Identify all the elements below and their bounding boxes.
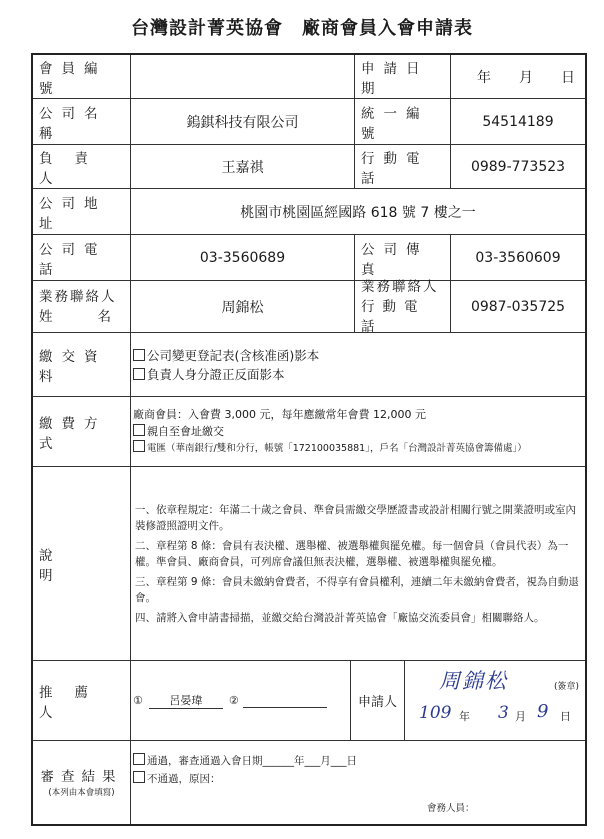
phone-value[interactable]: 03-3560689 xyxy=(131,235,355,281)
note-item: 二、章程第 8 條：會員有表決權、選舉權、被選舉權與罷免權。每一個會員（會員代表）為一權。準會員、廠商會員，可列席會議但無表決權，選舉權、被選舉權與罷免權。 xyxy=(135,539,569,568)
recommend-mark-2: ② xyxy=(228,694,239,707)
recommender-2[interactable] xyxy=(243,694,327,708)
mobile-label: 行動電話 xyxy=(355,145,451,189)
checkbox[interactable] xyxy=(133,368,145,380)
fax-label: 公司傳真 xyxy=(355,235,451,281)
payment-label: 繳費方式 xyxy=(33,397,131,467)
recommend-names xyxy=(131,661,351,741)
checkbox[interactable] xyxy=(133,753,145,765)
payment-option[interactable]: 親自至會址繳交 xyxy=(133,423,224,440)
owner-label: 負責人 xyxy=(33,145,131,189)
contact-mobile-label: 業務聯絡人 行動電話 xyxy=(355,281,451,333)
day-value[interactable]: 9 xyxy=(537,701,549,722)
fax-value[interactable]: 03-3560609 xyxy=(451,235,585,281)
address-value[interactable]: 桃園市桃園區經國路 618 號 7 樓之一 xyxy=(131,189,585,235)
owner-value[interactable]: 王嘉祺 xyxy=(131,145,355,189)
docs-list xyxy=(131,333,585,397)
notes-list xyxy=(131,467,585,661)
month-label: 月 xyxy=(515,710,526,723)
contact-mobile-value[interactable]: 0987-035725 xyxy=(451,281,585,333)
company-name-label: 公司名稱 xyxy=(33,99,131,145)
month-value[interactable]: 3 xyxy=(498,703,509,723)
contact-name-value[interactable]: 周錦松 xyxy=(131,281,355,333)
review-sub: (本列由本會填寫) xyxy=(48,787,115,798)
payment-detail xyxy=(131,397,585,467)
year-label: 年 xyxy=(459,710,470,723)
signature[interactable]: 周錦松 xyxy=(439,669,508,693)
recommend-mark-1: ① xyxy=(133,694,143,707)
payment-option[interactable]: 電匯（華南銀行/雙和分行，帳號「172100035881」，戶名「台灣設計菁英協會籌備處」） xyxy=(133,440,527,457)
docs-label: 繳交資料 xyxy=(33,333,131,397)
review-detail xyxy=(131,741,585,824)
review-fail[interactable]: 不通過，原因： xyxy=(133,771,221,786)
contact-name-label: 業務聯絡人 姓 名 xyxy=(33,281,131,333)
review-label-cell xyxy=(33,741,131,824)
applicant-label: 申請人 xyxy=(351,661,405,741)
note-item: 三、章程第 9 條：會員未繳納會費者，不得享有會員權利，連續二年未繳納會費者，視為自動退會。 xyxy=(135,575,579,604)
sign-note: (簽章) xyxy=(553,682,579,692)
apply-date-value[interactable]: 年 月 日 xyxy=(451,55,585,99)
recommender-1[interactable]: 呂晏瑋 xyxy=(149,692,223,709)
form-title: 台灣設計菁英協會 廠商會員入會申請表 xyxy=(131,18,473,39)
note-item: 四、請將入會申請書掃描，並繳交給台灣設計菁英協會「廠協交流委員會」相關聯絡人。 xyxy=(135,611,545,624)
checkbox[interactable] xyxy=(133,771,145,783)
apply-date-label: 申請日期 xyxy=(355,55,451,99)
checkbox[interactable] xyxy=(133,424,145,436)
recommend-label: 推薦人 xyxy=(33,661,131,741)
checkbox[interactable] xyxy=(133,440,145,452)
docs-item[interactable]: 負責人身分證正反面影本 xyxy=(133,365,285,384)
mobile-value[interactable]: 0989-773523 xyxy=(451,145,585,189)
reviewer-label: 會務人員： xyxy=(427,803,475,814)
checkbox[interactable] xyxy=(133,349,145,361)
day-label: 日 xyxy=(560,710,571,723)
phone-label: 公司電話 xyxy=(33,235,131,281)
unified-no-label: 統一編號 xyxy=(355,99,451,145)
applicant-sign-area xyxy=(405,661,585,741)
year-value[interactable]: 109 xyxy=(419,703,452,723)
review-pass[interactable]: 通過，審查通過入會日期______年___月___日 xyxy=(133,753,357,768)
unified-no-value[interactable]: 54514189 xyxy=(451,99,585,145)
address-label: 公司地址 xyxy=(33,189,131,235)
docs-item[interactable]: 公司變更登記表(含核准函)影本 xyxy=(133,346,319,365)
member-no-value[interactable] xyxy=(131,55,355,99)
application-form xyxy=(31,53,587,826)
note-item: 一、依章程規定：年滿二十歲之會員、準會員需繳交學歷證書或設計相關行號之開業證明或室內裝修證照證明文件。 xyxy=(135,503,576,532)
review-label: 審查結果 xyxy=(40,768,123,785)
fee-text: 廠商會員：入會費 3,000 元，每年應繳常年會費 12,000 元 xyxy=(133,408,426,421)
member-no-label: 會員編號 xyxy=(33,55,131,99)
notes-label: 說明 xyxy=(33,467,131,661)
company-name-value[interactable]: 鎢錤科技有限公司 xyxy=(131,99,355,145)
